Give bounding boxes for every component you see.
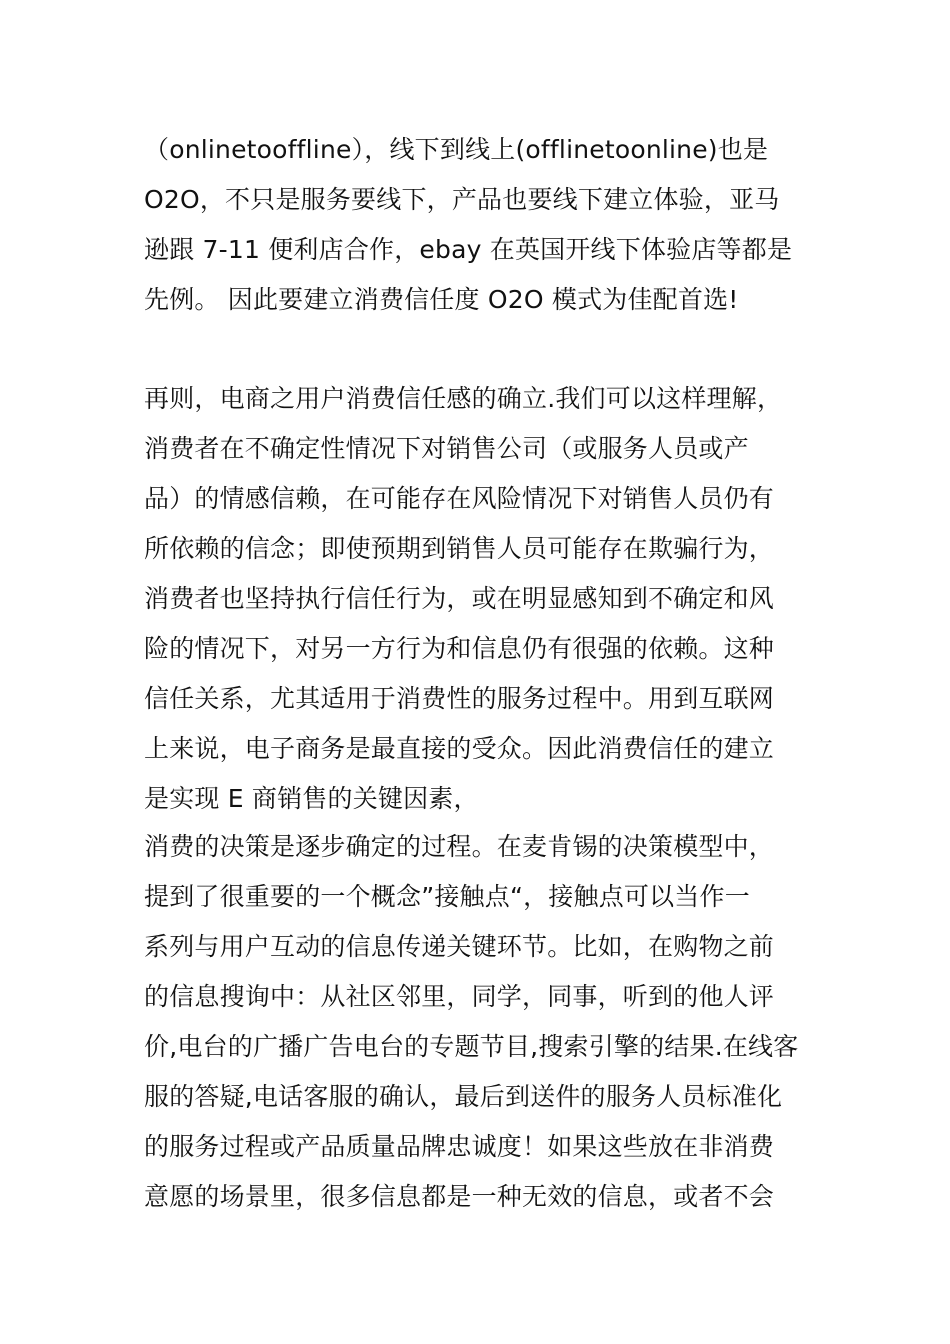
text-line: 提到了很重要的一个概念”接触点“，接触点可以当作一 (144, 882, 750, 911)
text-line: 系列与用户互动的信息传递关键环节。比如，在购物之前 (144, 932, 775, 961)
text-line: 品）的情感信赖，在可能存在风险情况下对销售人员仍有 (144, 484, 775, 513)
text-line: 上来说，电子商务是最直接的受众。因此消费信任的建立 (144, 734, 775, 763)
text-line: 消费者在不确定性情况下对销售公司（或服务人员或产 (144, 434, 749, 463)
text-line: 的信息搜询中：从社区邻里，同学，同事，听到的他人评 (144, 982, 775, 1011)
text-line: 消费者也坚持执行信任行为，或在明显感知到不确定和风 (144, 584, 775, 613)
text-line: 服的答疑,电话客服的确认，最后到送件的服务人员标准化 (144, 1082, 783, 1111)
text-line: 消费的决策是逐步确定的过程。在麦肯锡的决策模型中， (144, 832, 775, 861)
text-line: 意愿的场景里，很多信息都是一种无效的信息，或者不会 (144, 1182, 775, 1211)
text-line: 的服务过程或产品质量品牌忠诚度！如果这些放在非消费 (144, 1132, 775, 1161)
text-line: 险的情况下，对另一方行为和信息仍有很强的依赖。这种 (144, 634, 775, 663)
text-line: 先例。 因此要建立消费信任度 O2O 模式为佳配首选! (144, 285, 739, 314)
text-line: （onlinetooffline），线下到线上(offlinetoonline)也是 (144, 135, 769, 164)
text-line: 逊跟 7-11 便利店合作，ebay 在英国开线下体验店等都是 (144, 235, 793, 264)
text-line: 所依赖的信念；即使预期到销售人员可能存在欺骗行为， (144, 534, 775, 563)
text-line: 是实现 E 商销售的关键因素， (144, 784, 479, 813)
text-line: O2O，不只是服务要线下，产品也要线下建立体验，亚马 (144, 185, 780, 214)
text-line: 价,电台的广播广告电台的专题节目,搜索引擎的结果.在线客 (144, 1032, 799, 1061)
text-line: 信任关系，尤其适用于消费性的服务过程中。用到互联网 (144, 684, 775, 713)
text-line: 再则，电商之用户消费信任感的确立.我们可以这样理解， (144, 384, 783, 413)
